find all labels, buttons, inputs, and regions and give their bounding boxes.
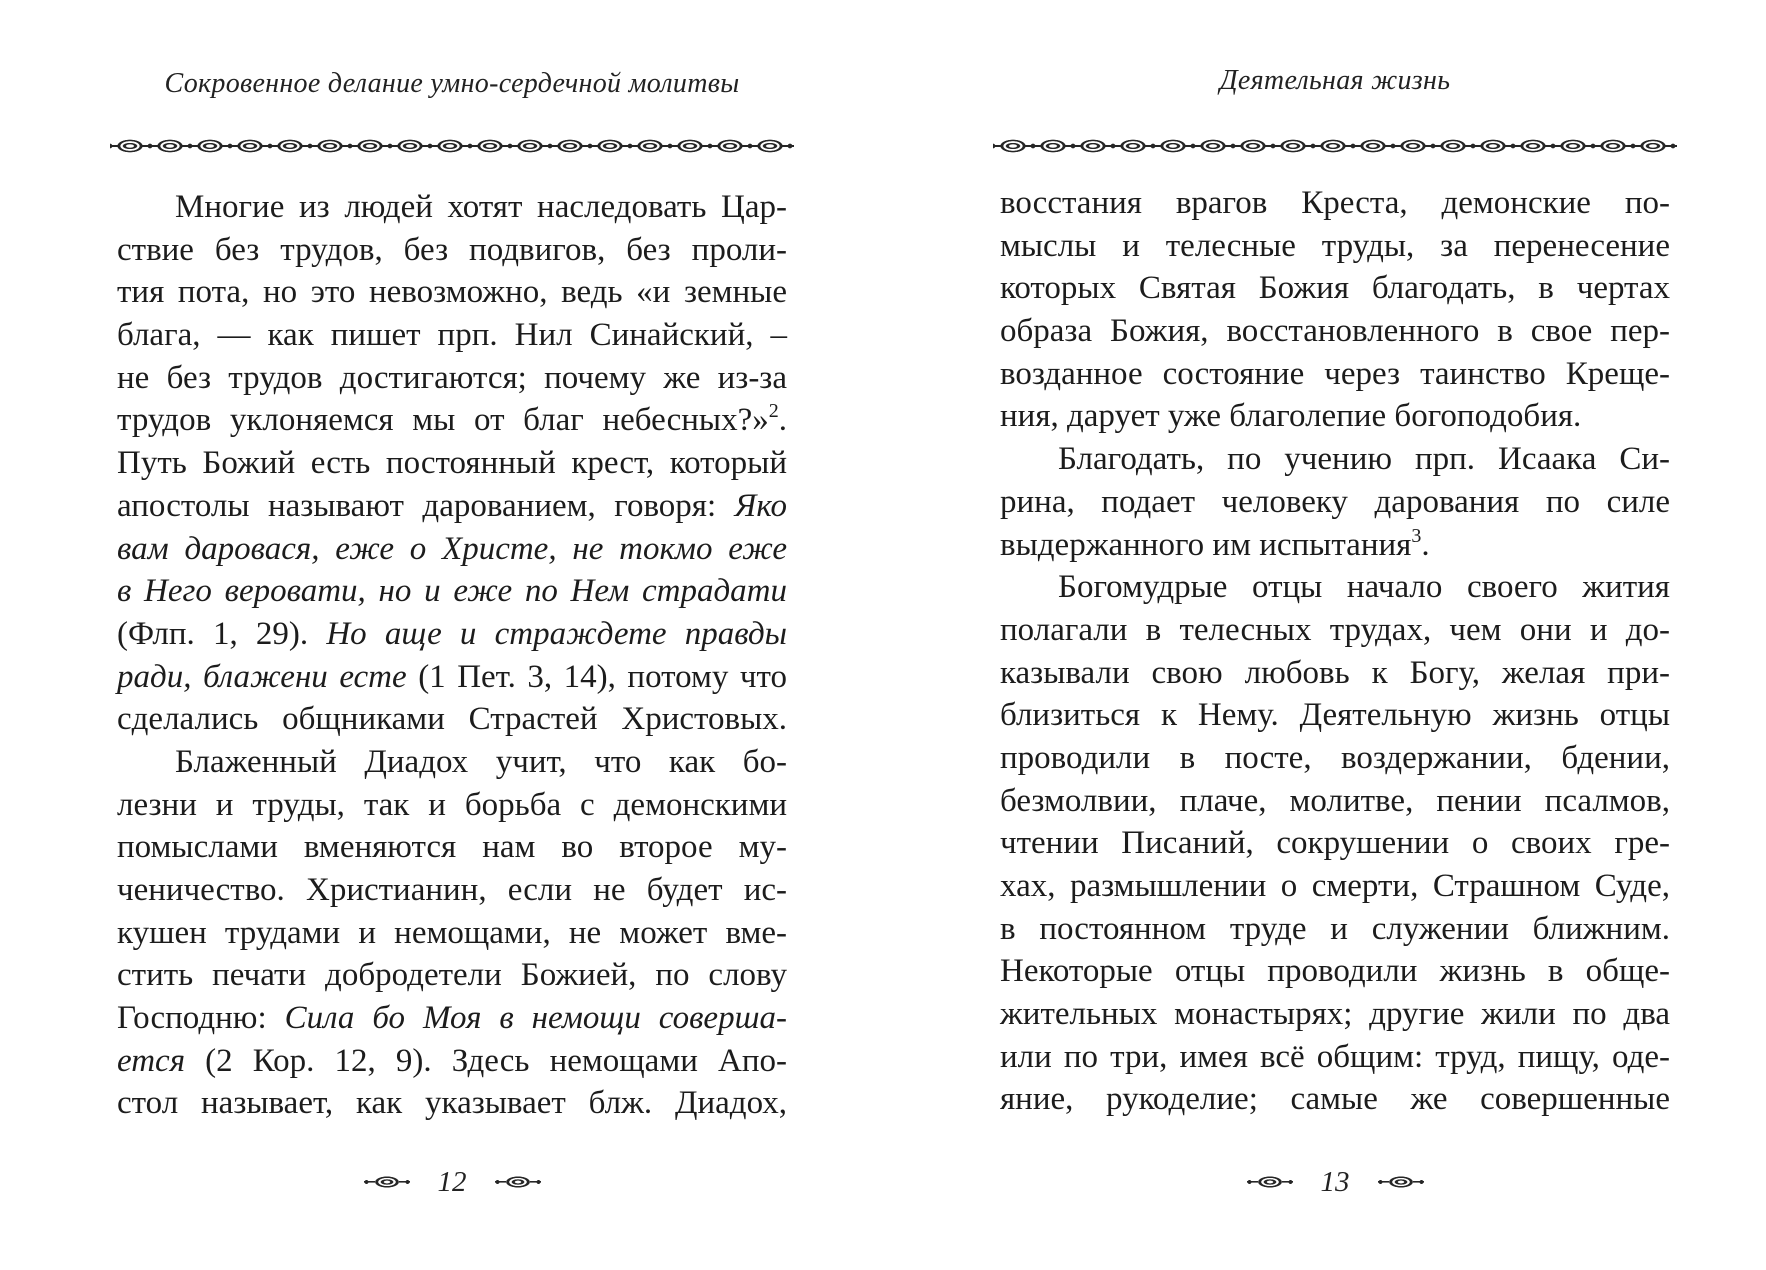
text-line: ченичество. Христианин, если не будет ис- xyxy=(117,872,787,908)
text-segment: . xyxy=(1421,526,1430,563)
text-line: яние, рукоделие; самые же совершенные xyxy=(1000,1081,1670,1118)
text-line: лезни и труды, так и борьба с демонскими xyxy=(117,786,787,823)
text-line: помыслами вменяются нам во второе му- xyxy=(117,829,787,866)
page-body-text xyxy=(1000,182,1670,1121)
knot-ornament-icon xyxy=(1378,1174,1424,1190)
text-line xyxy=(117,399,787,442)
text-line: рина, подает человеку дарования по силе xyxy=(1000,483,1670,520)
italic-segment: Яко xyxy=(734,487,787,524)
text-line: блага, — как пишет прп. Нил Синайский, – xyxy=(117,317,787,354)
text-line: чтении Писаний, сокрушении о своих гре- xyxy=(1000,825,1670,862)
page-body-text xyxy=(117,186,787,1125)
text-line: Богомудрые отцы начало своего жития xyxy=(1058,569,1670,606)
text-segment: Господню: xyxy=(117,1000,285,1037)
italic-segment: ется xyxy=(117,1042,186,1079)
text-line xyxy=(117,656,787,699)
text-line: Путь Божий есть постоянный крест, который xyxy=(117,445,787,482)
text-line xyxy=(117,613,787,656)
text-line: которых Святая Божия благодать, в чертах xyxy=(1000,270,1670,307)
text-line: казывали свою любовь к Богу, желая при- xyxy=(1000,654,1670,691)
knot-ornament-icon xyxy=(364,1174,410,1190)
text-line: Некоторые отцы проводили жизнь в обще- xyxy=(1000,953,1670,990)
text-line: или по три, имея всё общим: труд, пищу, оде- xyxy=(1000,1038,1670,1075)
text-segment: (2 Кор. 12, 9). Здесь немощами Апо- xyxy=(185,1042,787,1079)
italic-segment: Но аще и страждете правды xyxy=(326,615,787,652)
text-line: тия пота, но это невозможно, ведь «и земные xyxy=(117,274,787,311)
page-number: 13 xyxy=(1320,1166,1350,1198)
knot-ornament-icon xyxy=(495,1174,541,1190)
braid-ornament-icon xyxy=(993,137,1677,155)
text-line: в постоянном труде и служении ближним. xyxy=(1000,910,1670,947)
text-line: стол называет, как указывает блж. Диадох, xyxy=(117,1085,787,1122)
text-line: стить печати добродетели Божией, по слову xyxy=(117,957,787,994)
text-line: восстания врагов Креста, демонские по- xyxy=(1000,185,1670,221)
text-line: жительных монастырях; другие жили по два xyxy=(1000,996,1670,1033)
italic-text-line: вам даровася, еже о Христе, не токмо еже xyxy=(117,530,787,567)
italic-segment: Сила бо Моя в немощи соверша- xyxy=(284,1000,787,1037)
running-header: Сокровенное делание умно-сердечной молитвы xyxy=(164,68,740,99)
text-line: возданное состояние через таинство Креще- xyxy=(1000,355,1670,392)
footnote-marker: 2 xyxy=(768,400,779,423)
text-line: мыслы и телесные труды, за перенесение xyxy=(1000,227,1670,264)
text-line xyxy=(1000,524,1670,567)
text-line xyxy=(117,1040,787,1083)
text-segment: трудов уклоняемся мы от благ небесных?» xyxy=(117,402,769,439)
knot-ornament-icon xyxy=(1247,1174,1293,1190)
page-number-block xyxy=(117,1164,787,1200)
text-line: Многие из людей хотят наследовать Цар- xyxy=(175,189,787,225)
text-line: не без трудов достигаются; почему же из-за xyxy=(117,359,787,396)
text-line: Блаженный Диадох учит, что как бо- xyxy=(175,743,787,780)
text-line: близиться к Нему. Деятельную жизнь отцы xyxy=(1000,697,1670,734)
right-page xyxy=(883,0,1766,1270)
text-line: сделались общниками Страстей Христовых. xyxy=(117,701,787,738)
page-number: 12 xyxy=(437,1166,467,1198)
text-line: проводили в посте, воздержании, бдении, xyxy=(1000,739,1670,776)
italic-segment: ради, блажени есте xyxy=(117,658,407,695)
text-line: безмолвии, плаче, молитве, пении псалмов, xyxy=(1000,782,1670,819)
text-line: ния, дарует уже благолепие богоподобия. xyxy=(1000,398,1582,435)
running-header: Деятельная жизнь xyxy=(1219,65,1451,96)
text-line xyxy=(117,997,787,1040)
page-number-block xyxy=(1000,1164,1670,1200)
text-line: хах, размышлении о смерти, Страшном Суде, xyxy=(1000,868,1670,904)
text-line xyxy=(117,485,787,528)
text-line: Благодать, по учению прп. Исаака Си- xyxy=(1058,441,1670,478)
text-segment: апостолы называют дарованием, говоря: xyxy=(117,487,735,524)
text-segment: (Флп. 1, 29). xyxy=(117,615,327,652)
text-line: полагали в телесных трудах, чем они и до- xyxy=(1000,611,1670,648)
text-line: кушен трудами и немощами, не может вме- xyxy=(117,914,787,951)
footnote-marker: 3 xyxy=(1411,524,1422,547)
italic-text-line: в Него веровати, но и еже по Нем страдати xyxy=(117,573,787,610)
text-segment: . xyxy=(778,402,787,439)
braid-ornament-icon xyxy=(110,137,794,155)
text-line: ствие без трудов, без подвигов, без проли- xyxy=(117,231,787,268)
text-line: образа Божия, восстановленного в свое пер- xyxy=(1000,313,1670,350)
text-segment: (1 Пет. 3, 14), потому что xyxy=(406,658,787,695)
text-segment: выдержанного им испытания xyxy=(1000,526,1412,563)
